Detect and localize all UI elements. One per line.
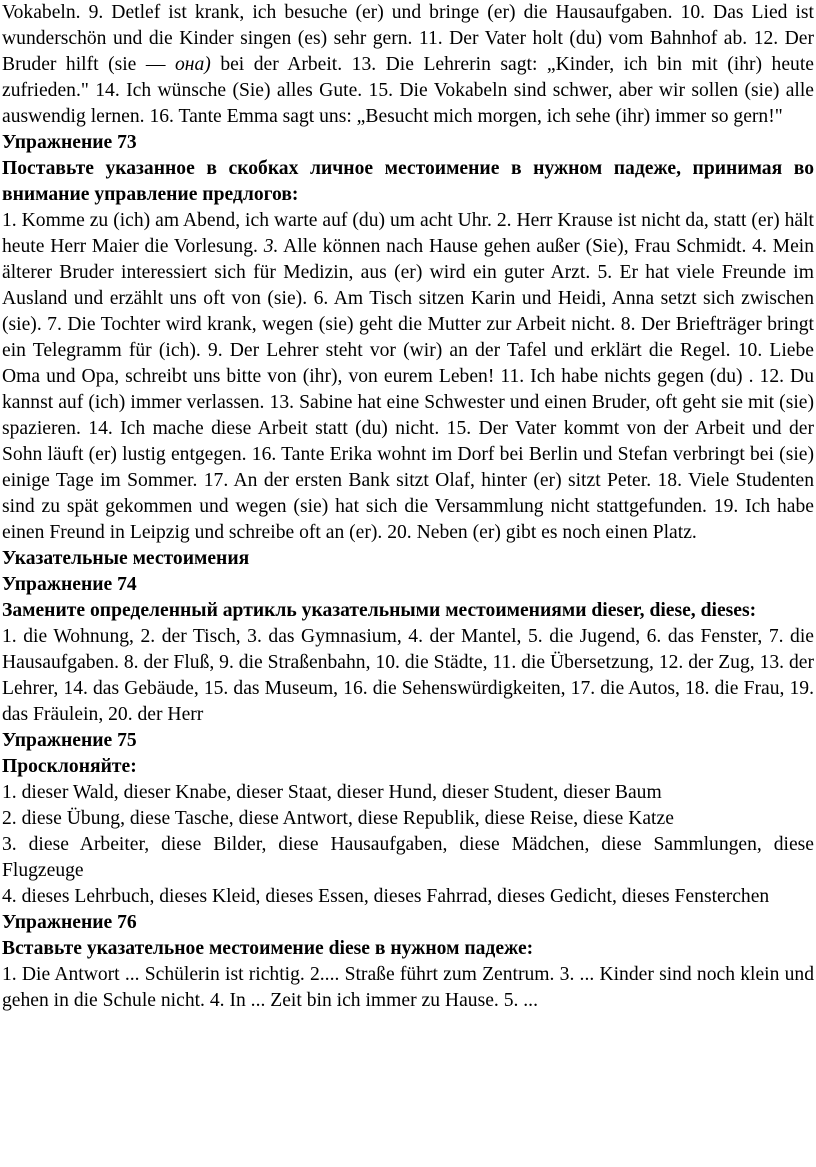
intro-text-part1: Vokabeln. 9. Detlef ist krank, ich besuche (er) und bringe (er) die Hausaufgaben. 10. Das Lied ist wunderschön und die Kinder singen (es) sehr gern. 11. Der Vater holt (du) vom Bahnhof ab. 12. Der Bruder hilft (sie — <box>2 2 814 75</box>
section-heading: Указательные местоимения <box>2 548 250 569</box>
exercise-75-task: Просклоняйте: <box>2 756 137 777</box>
exercise-75-line-2: 2. diese Übung, diese Tasche, diese Antwort, diese Republik, diese Reise, diese Katze <box>2 808 674 829</box>
exercise-73-heading: Упражнение 73 <box>2 132 137 153</box>
exercise-74-task: Замените определенный артикль указательными местоимениями dieser, diese, dieses: <box>2 600 757 621</box>
exercise-73-text <box>2 208 814 546</box>
exercise-74-text: 1. die Wohnung, 2. der Tisch, 3. das Gymnasium, 4. der Mantel, 5. die Jugend, 6. das Fenster, 7. die Hausaufgaben. 8. der Fluß, 9. die Straßenbahn, 10. die Städte, 11. die Übersetzung, 12. der Zug, 13. der Lehrer, 14. das Gebäude, 15. das Museum, 16. die Sehenswürdigkeiten, 17. die Autos, 18. die Frau, 19. das Fräulein, 20. der Herr <box>2 626 814 725</box>
exercise-75-line-4: 4. dieses Lehrbuch, dieses Kleid, dieses Essen, dieses Fahrrad, dieses Gedicht, dieses Fensterchen <box>2 886 770 907</box>
exercise-76-task: Вставьте указательное местоимение diese в нужном падеже: <box>2 938 534 959</box>
exercise-73-text-part1: 1. Komme zu (ich) am Abend, ich warte auf (du) um acht Uhr. 2. Herr Krause ist nicht da, statt (er) hält heute Herr Maier die Vorlesung. <box>2 210 814 257</box>
intro-text-part2: bei der Arbeit. 13. Die Lehrerin sagt: „Kinder, ich bin mit (ihr) heute zufrieden." 14. Ich wünsche (Sie) alles Gute. 15. Die Vokabeln sind schwer, aber wir sollen (sie) alle auswendig lernen. 16. Tante Emma sagt uns: „Besucht mich morgen, ich sehe (ihr) immer so gern!" <box>2 54 814 127</box>
exercise-73-task: Поставьте указанное в скобках личное местоимение в нужном падеже, принимая во внимание управление предлогов: <box>2 158 814 205</box>
exercise-75-line-1: 1. dieser Wald, dieser Knabe, dieser Staat, dieser Hund, dieser Student, dieser Baum <box>2 782 662 803</box>
exercise-76-text: 1. Die Antwort ... Schülerin ist richtig. 2.... Straße führt zum Zentrum. 3. ... Kinder sind noch klein und gehen in die Schule nicht. 4. In ... Zeit bin ich immer zu Hause. 5. ... <box>2 964 814 1011</box>
exercise-73-text-italic: 3. <box>263 236 279 257</box>
intro-paragraph <box>2 0 814 130</box>
exercise-73-text-part2: Alle können nach Hause gehen außer (Sie), Frau Schmidt. 4. Mein älterer Bruder interessiert sich für Medizin, aus (er) wird ein guter Arzt. 5. Er hat viele Freunde im Ausland und erzählt uns oft von (sie). 6. Am Tisch sitzen Karin und Heidi, Anna setzt sich zwischen (sie). 7. Die Tochter wird krank, wegen (sie) geht die Mutter zur Arbeit nicht. 8. Der Briefträger bringt ein Telegramm für (ich). 9. Der Lehrer steht vor (wir) an der Tafel und erklärt die Regel. 10. Liebe Oma und Opa, schreibt uns bitte von (ihr), von eurem Leben! 11. Ich habe nichts gegen (du) . 12. Du kannst auf (ich) immer verlassen. 13. Sabine hat eine Schwester und einen Bruder, oft geht sie mit (sie) spazieren. 14. Ich mache diese Arbeit statt (du) nicht. 15. Der Vater kommt von der Arbeit und der Sohn läuft (er) lustig entgegen. 16. Tante Erika wohnt im Dorf bei Berlin und Stefan verbringt bei (sie) einige Tage im Sommer. 17. An der ersten Bank sitzt Olaf, hinter (er) sitzt Peter. 18. Viele Studenten sind zu spät gekommen und wegen (sie) hat sich die Versammlung nicht stattgefunden. 19. Ich habe einen Freund in Leipzig und schreibe oft an (er). 20. Neben (er) gibt es noch einen Platz. <box>2 236 815 543</box>
exercise-75-heading: Упражнение 75 <box>2 730 137 751</box>
intro-text-italic: она) <box>174 54 211 75</box>
exercise-76-heading: Упражнение 76 <box>2 912 137 933</box>
exercise-74-heading: Упражнение 74 <box>2 574 137 595</box>
exercise-75-line-3: 3. diese Arbeiter, diese Bilder, diese Hausaufgaben, diese Mädchen, diese Sammlungen, diese Flugzeuge <box>2 834 814 881</box>
